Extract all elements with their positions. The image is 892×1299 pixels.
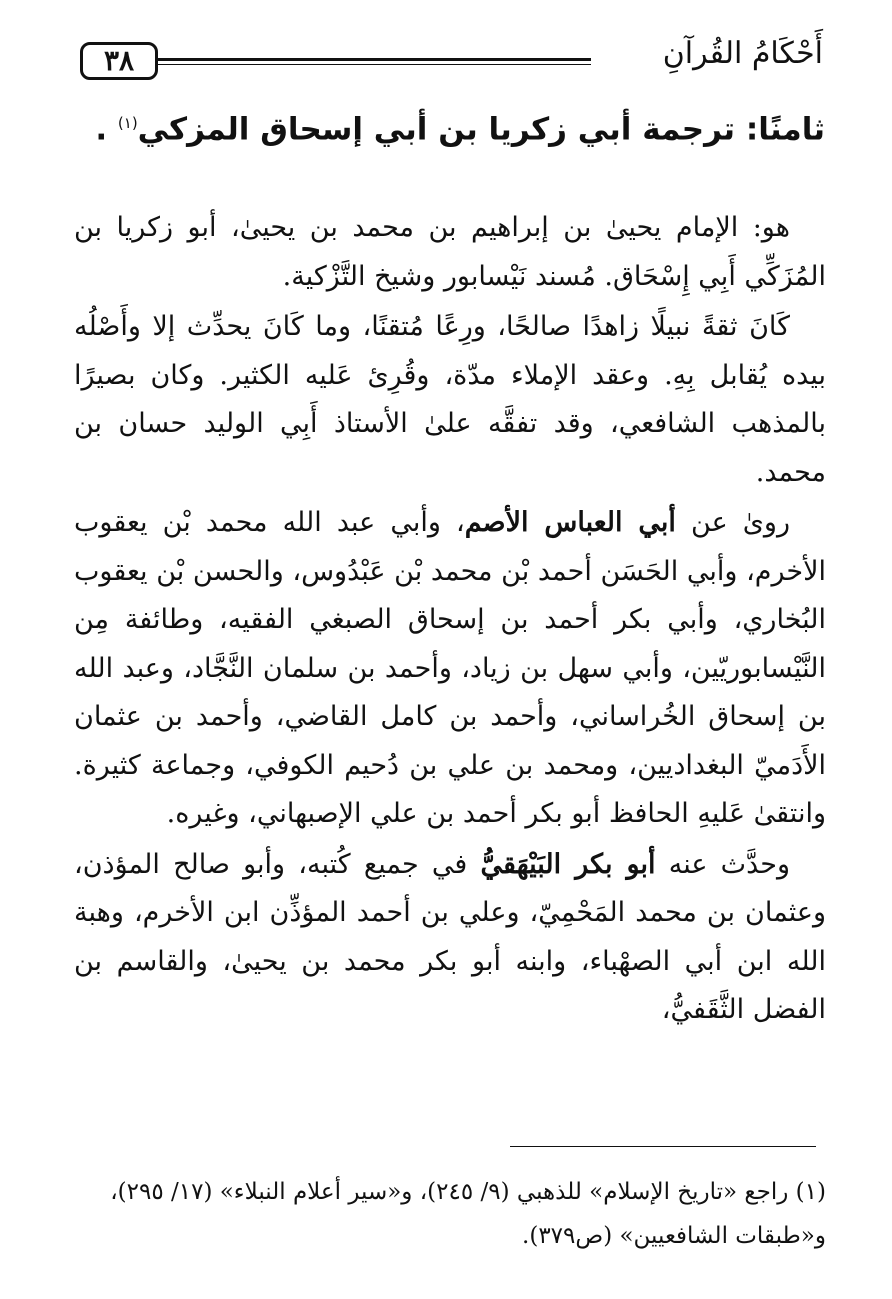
footnote-separator — [510, 1146, 816, 1147]
footnote: (١) راجع «تاريخ الإسلام» للذهبي (٩/ ٢٤٥)، و«سير أعلام النبلاء» (١٧/ ٢٩٥)، و«طبقات الشافعيين» (ص٣٧٩). — [110, 1179, 826, 1249]
paragraph-text: وحدَّث عنه — [655, 848, 790, 880]
book-title: أَحْكَامُ القُرآنِ — [662, 36, 823, 71]
paragraph-text: كَانَ ثقةً نبيلًا زاهدًا صالحًا، ورِعًا مُتقنًا، وما كَانَ يحدِّث إلا وأَصْلُه بيده يُقابل بِهِ. وعقد الإملاء مدّة، وقُرِئ عَليه الكثير. وكان بصيرًا بالمذهب الشافعي، وقد تفقَّه علىٰ الأستاذ أَبِي الوليد حسان بن محمد. — [74, 311, 826, 488]
paragraph-text: ، وأبي عبد الله محمد بْن يعقوب الأخرم، وأبي الحَسَن أحمد بْن محمد بْن عَبْدُوس، والحسن بْن يعقوب البُخاري، وأبي بكر أحمد بن إسحاق الصبغي الفقيه، وطائفة مِن النَّيْسابوريّين، وأبي سهل بن زياد، وأحمد بن سلمان النَّجَّاد، وعبد الله بن إسحاق الخُراساني، وأحمد بن كامل القاضي، وأحمد بن عثمان الأَدَميّ البغداديين، ومحمد بن علي بن دُحيم الكوفي، وجماعة كثيرة. وانتقىٰ عَليهِ الحافظ أبو بكر أحمد بن علي الإصبهاني، وغيره. — [74, 507, 826, 829]
paragraph-text: في جميع كُتبه، وأبو صالح المؤذن، وعثمان بن محمد المَحْمِيّ، وعلي بن أحمد المؤذِّن ابن الأخرم، وهبة الله ابن أبي الصهْباء، وابنه أبو بكر محمد بن يحيىٰ، والقاسم بن الفضل الثَّقَفيُّ، — [74, 848, 826, 1025]
footnote-reference[interactable]: (١) — [117, 114, 138, 132]
bold-name: أبي العباس الأصم — [464, 507, 676, 538]
header-rule — [158, 58, 591, 61]
paragraph-text: هو: الإمام يحيىٰ بن إبراهيم بن محمد بن يحيىٰ، أبو زكريا بن المُزَكِّي أَبِي إِسْحَاق. مُسند نَيْسابور وشيخ التَّزْكية. — [74, 212, 826, 292]
paragraph-identity — [74, 204, 826, 301]
header-rule-thin — [158, 64, 591, 65]
paragraph-students — [74, 841, 826, 1035]
page-number-box — [80, 42, 158, 80]
bold-name: أبو بكر البَيْهَقيُّ — [480, 848, 656, 880]
paragraph-teachers — [74, 499, 826, 839]
section-title — [65, 100, 825, 152]
body-text — [74, 204, 826, 1035]
paragraph-character — [74, 303, 826, 497]
page-header — [58, 30, 823, 86]
section-title-end: . — [95, 111, 108, 148]
page-number: ٣٨ — [103, 44, 135, 77]
section-title-text: ثامنًا: ترجمة أبي زكريا بن أبي إسحاق المزكي — [137, 111, 825, 148]
paragraph-text: روىٰ عن — [675, 507, 790, 538]
